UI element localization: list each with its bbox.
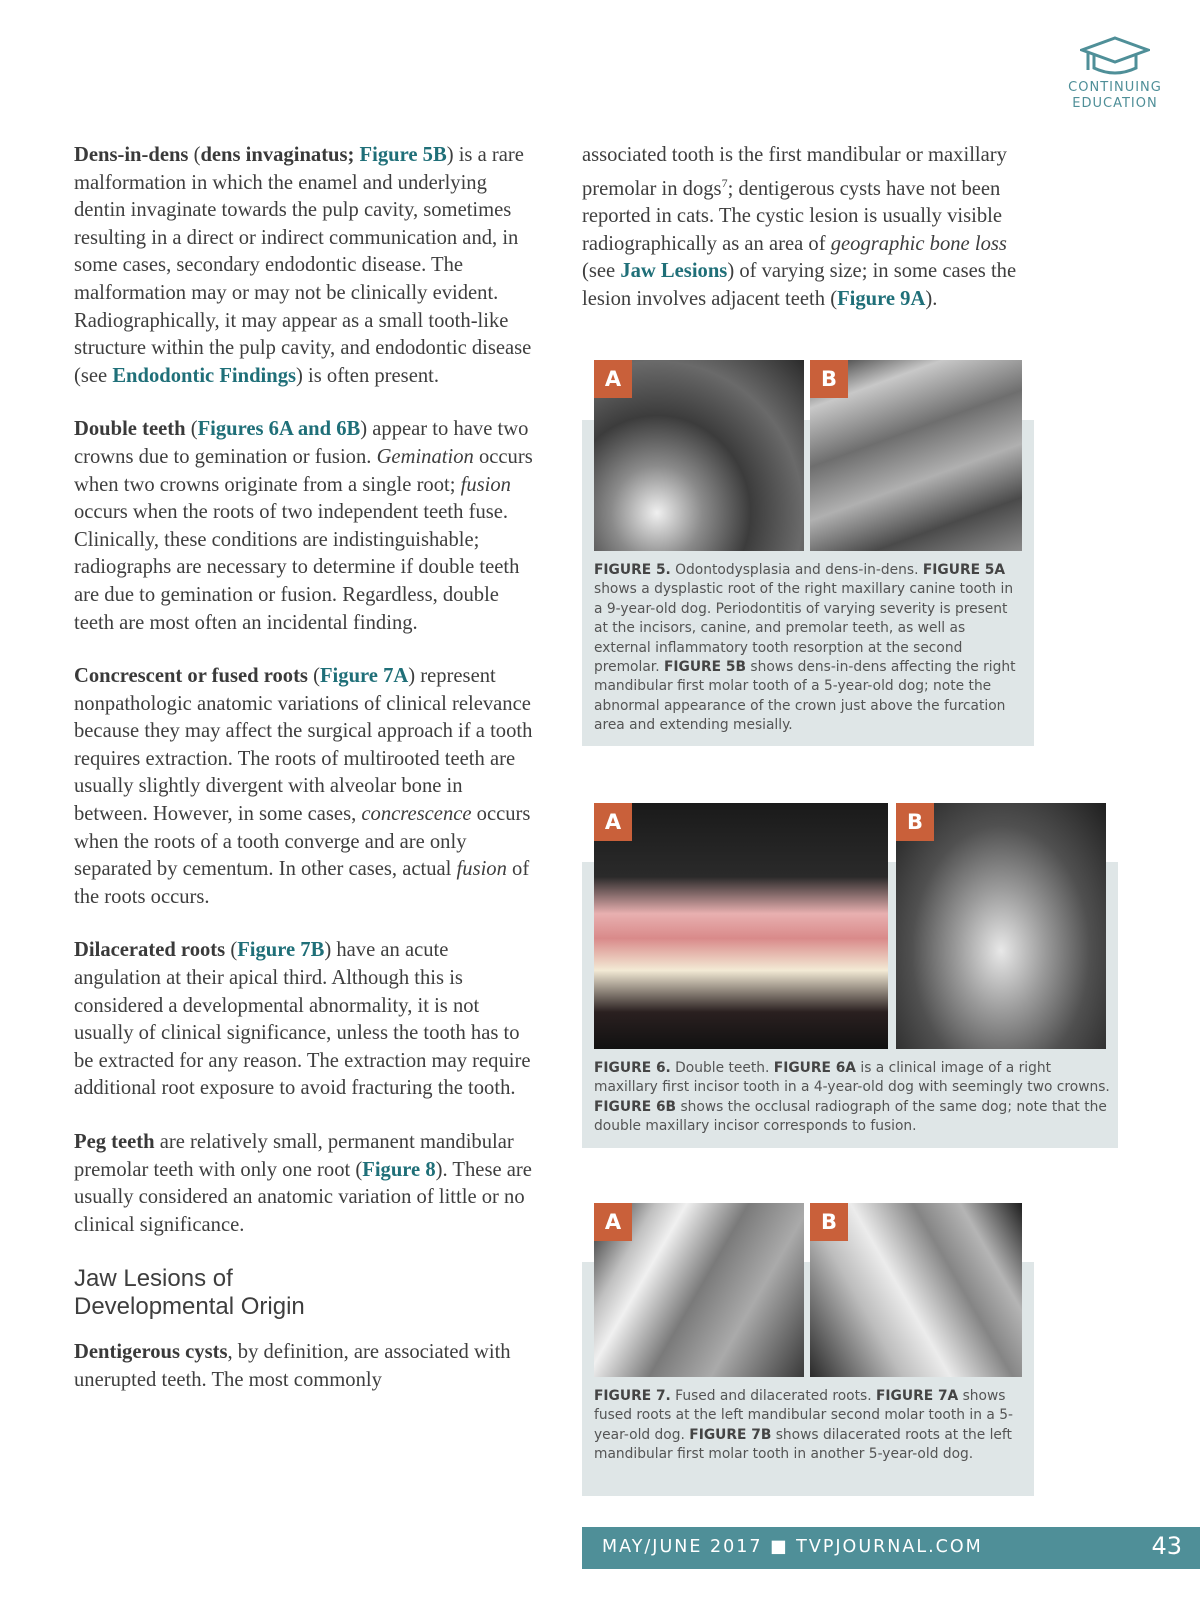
figure-6a-image — [594, 803, 888, 1049]
page-number: 43 — [1151, 1532, 1182, 1560]
figure-7b-image — [810, 1203, 1022, 1377]
paragraph-concrescent-roots: Concrescent or fused roots (Figure 7A) represent nonpathologic anatomic variations of clinical relevance because they may affect the surgical approach if a tooth requires extraction. The roots of multirooted teeth are usually slightly divergent with alveolar bone in between. However, in some cases, concrescence occurs when the roots of a tooth converge and are only separated by cementum. In other cases, actual fusion of the roots occurs. — [74, 665, 533, 908]
paragraph-dilacerated-roots: Dilacerated roots (Figure 7B) have an acute angulation at their apical third. Although this is considered a developmental abnormality, it is not usually of clinical significance, unless the tooth has to be extracted for any reason. The extraction may require additional root exposure to avoid fracturing the tooth. — [74, 939, 531, 1100]
figure-7a-tag: A — [594, 1203, 632, 1241]
figure-6-caption: FIGURE 6. Double teeth. FIGURE 6A is a clinical image of a right maxillary first incisor tooth in a 4-year-old dog with seemingly two crowns. FIGURE 6B shows the occlusal radiograph of the same dog; note that the double maxillary incisor corresponds to fusion. — [594, 1060, 1110, 1135]
figure-5-caption: FIGURE 5. Odontodysplasia and dens-in-dens. FIGURE 5A shows a dysplastic root of the right maxillary canine tooth in a 9-year-old dog. Periodontitis of varying severity is present at the incisors, canine, and premolar teeth, as well as external inflammatory tooth resorption at the second premolar. FIGURE 5B shows dens-in-dens affecting the right mandibular first molar tooth of a 5-year-old dog; note the abnormal appearance of the crown just above the furcation area and extending mesially. — [594, 562, 1016, 734]
right-column-text — [582, 142, 1042, 313]
figure-5b-tag: B — [810, 360, 848, 398]
paragraph-dens-in-dens: Dens-in-dens (dens invaginatus; Figure 5B) is a rare malformation in which the enamel and underlying dentin invaginate towards the pulp cavity, sometimes resulting in a direct or indirect communication and, in some cases, secondary endodontic disease. The malformation may or may not be clinically evident. Radiographically, it may appear as a small tooth-like structure within the pulp cavity, and endodontic disease (see Endodontic Findings) is often present. — [74, 144, 532, 387]
figure-5a-tag: A — [594, 360, 632, 398]
figure-7a-link[interactable]: Figure 7A — [319, 665, 409, 688]
left-column — [74, 142, 534, 1421]
paragraph-dentigerous-continued: associated tooth is the first mandibular or maxillary premolar in dogs$^7$; dentigerous cysts have not been reported in cats. The cystic lesion is usually visible radiographically as an area of geographic bone loss (see Jaw Lesions) of varying size; in some cases the lesion involves adjacent teeth (Figure 9A). — [582, 144, 1017, 310]
paragraph-peg-teeth: Peg teeth are relatively small, permanent mandibular premolar teeth with only one root (Figure 8). These are usually considered an anatomic variation of little or no clinical significance. — [74, 1131, 532, 1236]
figure-7-caption: FIGURE 7. Fused and dilacerated roots. FIGURE 7A shows fused roots at the left mandibular second molar tooth in a 5-year-old dog. FIGURE 7B shows dilacerated roots at the left mandibular first molar tooth in another 5-year-old dog. — [594, 1388, 1013, 1463]
graduation-cap-icon — [1080, 36, 1150, 78]
figure-6a-tag: A — [594, 803, 632, 841]
figure-5b-image — [810, 360, 1022, 551]
figure-7a-image — [594, 1203, 804, 1377]
figure-6b-tag: B — [896, 803, 934, 841]
journal-url: MAY/JUNE 2017 ■ TVPJOURNAL.COM — [602, 1537, 983, 1557]
paragraph-double-teeth: Double teeth (Figures 6A and 6B) appear to have two crowns due to gemination or fusion. Gemination occurs when two crowns originate from a single root; fusion occurs when the roots of two independent teeth fuse. Clinically, these conditions are indistinguishable; radiographs are necessary to determine if double teeth are due to gemination or fusion. Regardless, double teeth are most often an incidental finding. — [74, 418, 533, 634]
endodontic-findings-link[interactable]: Endodontic Findings — [112, 364, 297, 387]
figure-6b-image — [896, 803, 1106, 1049]
figure-9a-link[interactable]: Figure 9A — [837, 287, 926, 310]
figure-7b-link[interactable]: Figure 7B — [237, 939, 325, 962]
jaw-lesions-link[interactable]: Jaw Lesions — [620, 260, 728, 283]
section-heading: Jaw Lesions of Developmental Origin — [74, 1265, 305, 1321]
figure-5a-image — [594, 360, 804, 551]
badge-label: CONTINUING EDUCATION — [1068, 80, 1162, 111]
figure-7b-tag: B — [810, 1203, 848, 1241]
figures-6a-6b-link[interactable]: Figures 6A and 6B — [197, 418, 361, 441]
figure-5b-link[interactable]: Figure 5B — [359, 144, 447, 166]
page-footer — [582, 1527, 1200, 1569]
continuing-education-badge — [1060, 36, 1170, 112]
paragraph-dentigerous-cysts: Dentigerous cysts, by definition, are associated with unerupted teeth. The most commonly — [74, 1341, 511, 1391]
figure-8-link[interactable]: Figure 8 — [362, 1158, 436, 1181]
